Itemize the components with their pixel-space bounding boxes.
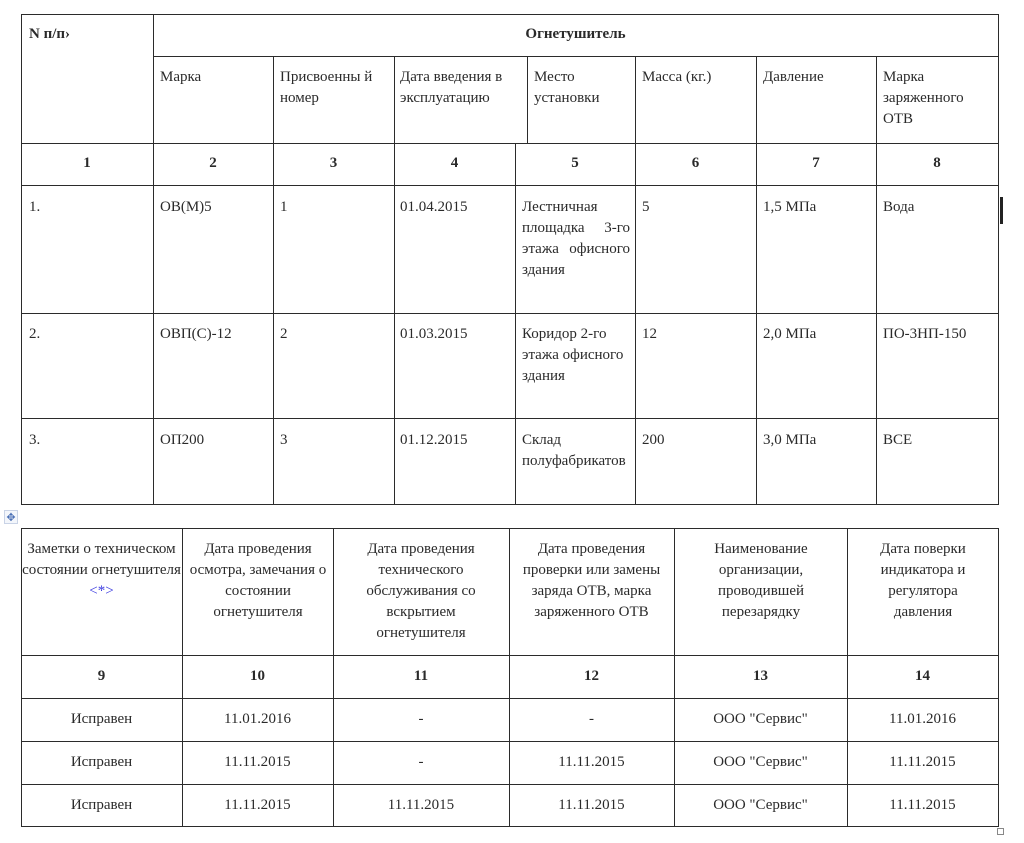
cell-pressure: 1,5 МПа	[763, 199, 817, 215]
cell-organization: ООО "Сервис"	[713, 797, 808, 813]
table2-grid-line	[21, 784, 999, 785]
header-maintenance-date: Дата проведения технического обслуживания со вскрытием огнетушителя	[366, 541, 476, 641]
cell-gauge-check-date: 11.11.2015	[889, 754, 956, 770]
header-mass: Масса (кг.)	[642, 69, 712, 85]
table1-grid-line	[153, 56, 999, 57]
cell-maintenance-date: 11.11.2015	[387, 797, 455, 813]
cell-organization: ООО "Сервис"	[713, 754, 808, 770]
header-recharge-organization: Наименование организации, проводившей перезарядку	[714, 541, 808, 620]
cell-location: Склад полуфабрикатов	[522, 432, 626, 469]
column-number: 4	[450, 155, 459, 171]
footnote-link[interactable]: <*>	[89, 583, 114, 599]
cell-inspection-date: 11.11.2015	[224, 797, 291, 813]
table1-border-left	[21, 14, 22, 504]
column-number: 7	[812, 155, 820, 171]
table1-grid-line	[394, 56, 395, 504]
table-resize-handle[interactable]	[997, 828, 1004, 835]
cell-brand: ОВП(С)-12	[160, 326, 232, 342]
table1-border-bottom	[21, 504, 999, 505]
table1-grid-line	[527, 56, 528, 143]
cell-location: Коридор 2-го этажа офисного здания	[522, 326, 624, 384]
table1-grid-line	[515, 143, 516, 504]
table-move-handle-icon[interactable]: ✥	[4, 510, 18, 524]
cell-agent-brand: ПО-3НП-150	[883, 326, 967, 342]
cell-mass: 200	[642, 432, 665, 448]
column-number: 10	[250, 668, 265, 684]
cell-assigned-number: 3	[280, 432, 288, 448]
cell-inspection-date: 11.11.2015	[224, 754, 291, 770]
table1-grid-line	[21, 143, 999, 144]
header-row-number: N п/п›	[29, 26, 71, 42]
cell-inspection-date: 11.01.2016	[224, 711, 291, 727]
cell-condition: Исправен	[70, 754, 133, 770]
cell-row-number: 1.	[29, 199, 41, 215]
cell-condition: Исправен	[70, 711, 133, 727]
column-number: 2	[209, 155, 217, 171]
table1-grid-line	[635, 56, 636, 504]
header-location: Место установки	[534, 69, 600, 106]
table1-border-top	[21, 14, 999, 15]
column-number: 1	[83, 155, 91, 171]
cell-gauge-check-date: 11.01.2016	[889, 711, 956, 727]
table1-border-right	[998, 14, 999, 504]
cell-commission-date: 01.04.2015	[400, 199, 468, 215]
cell-recharge-date: 11.11.2015	[558, 797, 625, 813]
cell-assigned-number: 1	[280, 199, 288, 215]
header-assigned-number: Присвоенны й номер	[280, 69, 373, 106]
cell-agent-brand: Вода	[883, 199, 915, 215]
cell-condition: Исправен	[70, 797, 133, 813]
table2-grid-line	[21, 655, 999, 656]
cell-maintenance-date: -	[418, 711, 424, 727]
table1-grid-line	[876, 56, 877, 504]
column-number: 9	[97, 668, 106, 684]
column-number: 13	[753, 668, 768, 684]
cell-maintenance-date: -	[418, 754, 424, 770]
cell-recharge-date: -	[589, 711, 594, 727]
table2-border-right	[998, 528, 999, 826]
cell-organization: ООО "Сервис"	[713, 711, 808, 727]
cell-mass: 12	[642, 326, 657, 342]
column-number: 8	[933, 155, 941, 171]
column-number: 12	[584, 668, 599, 684]
cell-commission-date: 01.03.2015	[400, 326, 468, 342]
header-gauge-check-date: Дата поверки индикатора и регулятора давления	[880, 541, 966, 620]
table2-grid-line	[21, 741, 999, 742]
cell-location: Лестничная площадка 3-го этажа офисного здания	[522, 199, 630, 278]
cell-pressure: 3,0 МПа	[763, 432, 817, 448]
cell-mass: 5	[642, 199, 650, 215]
header-pressure: Давление	[763, 69, 824, 85]
cell-commission-date: 01.12.2015	[400, 432, 468, 448]
table1-grid-line	[21, 418, 999, 419]
table1-grid-line	[273, 56, 274, 504]
table1-grid-line	[21, 313, 999, 314]
cell-agent-brand: ВСЕ	[883, 432, 913, 448]
cell-recharge-date: 11.11.2015	[558, 754, 625, 770]
column-number: 11	[413, 668, 429, 684]
cell-gauge-check-date: 11.11.2015	[889, 797, 956, 813]
cell-brand: ОП200	[160, 432, 205, 448]
header-condition-notes	[21, 539, 182, 602]
text-cursor	[1000, 197, 1003, 224]
table2-grid-line	[21, 698, 999, 699]
header-recharge-date: Дата проведения проверки или замены заряда ОТВ, марка заряженного ОТВ	[522, 541, 661, 620]
table1-grid-line	[756, 56, 757, 504]
table1-grid-line	[153, 14, 154, 504]
column-number: 6	[691, 155, 700, 171]
column-number: 14	[915, 668, 930, 684]
column-number: 5	[571, 155, 579, 171]
header-condition-notes-label: Заметки о техническом состоянии огнетушителя	[22, 541, 181, 578]
cell-pressure: 2,0 МПа	[763, 326, 817, 342]
header-inspection-date: Дата проведения осмотра, замечания о состоянии огнетушителя	[189, 541, 327, 620]
cell-row-number: 2.	[29, 326, 41, 342]
cell-assigned-number: 2	[280, 326, 288, 342]
header-commission-date: Дата введения в эксплуатацию	[400, 69, 503, 106]
table2-border-bottom	[21, 826, 999, 827]
column-number: 3	[329, 155, 338, 171]
table2-border-top	[21, 528, 999, 529]
header-extinguisher-group: Огнетушитель	[525, 26, 626, 42]
table1-grid-line	[21, 185, 999, 186]
cell-brand: ОВ(М)5	[160, 199, 212, 215]
header-brand: Марка	[160, 69, 202, 85]
cell-row-number: 3.	[29, 432, 41, 448]
header-agent-brand: Марка заряженного ОТВ	[883, 69, 964, 127]
